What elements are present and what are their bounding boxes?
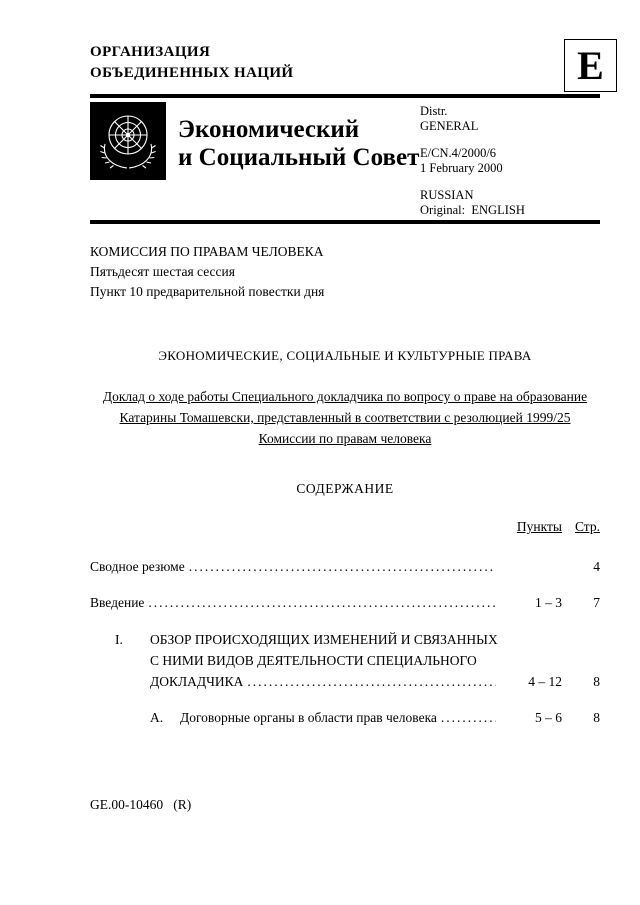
toc-entry-section-1a (90, 710, 600, 726)
council-title-line2: и Социальный Совет (178, 144, 420, 171)
session-block (90, 242, 600, 302)
toc-entry-label: Введение (90, 595, 145, 610)
toc-entry-summary (90, 559, 600, 575)
subtitle-line2: Катарины Томашевски, представленный в соответствии с резолюцией 1999/25 (119, 410, 571, 425)
dot-leader (247, 671, 496, 692)
dot-leader (441, 710, 496, 726)
toc-entry-label: Сводное резюме (90, 559, 185, 574)
un-emblem-icon (90, 102, 166, 180)
toc-entry-section-1 (90, 629, 600, 692)
distr-type: GENERAL (420, 119, 479, 133)
dot-leader (189, 559, 496, 575)
toc-col-page: Стр. (574, 519, 600, 534)
document-reference-number: GE.00-10460 (R) (90, 797, 192, 812)
document-title: ЭКОНОМИЧЕСКИЕ, СОЦИАЛЬНЫЕ И КУЛЬТУРНЫЕ ПРАВА (158, 348, 532, 363)
toc-col-paragraphs: Пункты (516, 519, 562, 534)
doc-original-language: Original: ENGLISH (420, 203, 525, 217)
org-name-line1: ОРГАНИЗАЦИЯ (90, 44, 211, 60)
horizontal-rule-bottom (90, 220, 600, 224)
doc-symbol: E/CN.4/2000/6 (420, 146, 497, 160)
toc-entry-page: 8 (593, 710, 600, 725)
spacer (420, 134, 600, 146)
toc-entry-paragraphs: 5 – 6 (535, 710, 562, 725)
toc-entry-page: 8 (593, 674, 600, 689)
subtitle-line1: Доклад о ходе работы Специального докладчика по вопросу о праве на образование (102, 389, 588, 404)
doc-date: 1 February 2000 (420, 161, 503, 175)
toc-subsection-letter: A. (150, 710, 164, 725)
agenda-item: Пункт 10 предварительной повестки дня (90, 284, 325, 299)
org-name-line2: ОБЪЕДИНЕННЫХ НАЦИЙ (90, 65, 294, 81)
toc-entry-page: 7 (593, 595, 600, 610)
toc-section-text: С НИМИ ВИДОВ ДЕЯТЕЛЬНОСТИ СПЕЦИАЛЬНОГО (150, 653, 477, 668)
toc-entry-paragraphs: 4 – 12 (528, 674, 562, 689)
horizontal-rule-top (90, 94, 600, 98)
document-subtitle (90, 386, 600, 449)
toc-section-line (90, 629, 600, 650)
subtitle-line3: Комиссии по правам человека (258, 431, 432, 446)
toc-section-text: ОБЗОР ПРОИСХОДЯЩИХ ИЗМЕНЕНИЙ И СВЯЗАННЫХ (150, 632, 498, 647)
council-title (166, 102, 420, 218)
toc-section-numeral: I. (115, 632, 123, 647)
toc-entry-introduction (90, 595, 600, 611)
masthead (90, 102, 600, 218)
distribution-block (420, 102, 600, 218)
document-series-letter: E (564, 39, 617, 92)
toc-entry-label: Договорные органы в области прав человека (180, 710, 437, 725)
toc-column-headers (90, 519, 600, 535)
session-number: Пятьдесят шестая сессия (90, 264, 235, 279)
contents-heading: СОДЕРЖАНИЕ (296, 481, 394, 496)
dot-leader (148, 595, 496, 611)
toc-entry-page: 4 (593, 559, 600, 574)
commission-name: КОМИССИЯ ПО ПРАВАМ ЧЕЛОВЕКА (90, 244, 324, 259)
toc-entry-paragraphs: 1 – 3 (535, 595, 562, 610)
spacer (420, 176, 600, 188)
council-title-line1: Экономический (178, 116, 360, 143)
toc-section-text: ДОКЛАДЧИКА (150, 674, 244, 689)
org-name (90, 42, 600, 84)
toc-section-line (90, 650, 600, 671)
doc-language: RUSSIAN (420, 188, 474, 202)
distr-label: Distr. (420, 104, 448, 118)
toc-section-line (90, 671, 600, 692)
table-of-contents (90, 519, 600, 726)
